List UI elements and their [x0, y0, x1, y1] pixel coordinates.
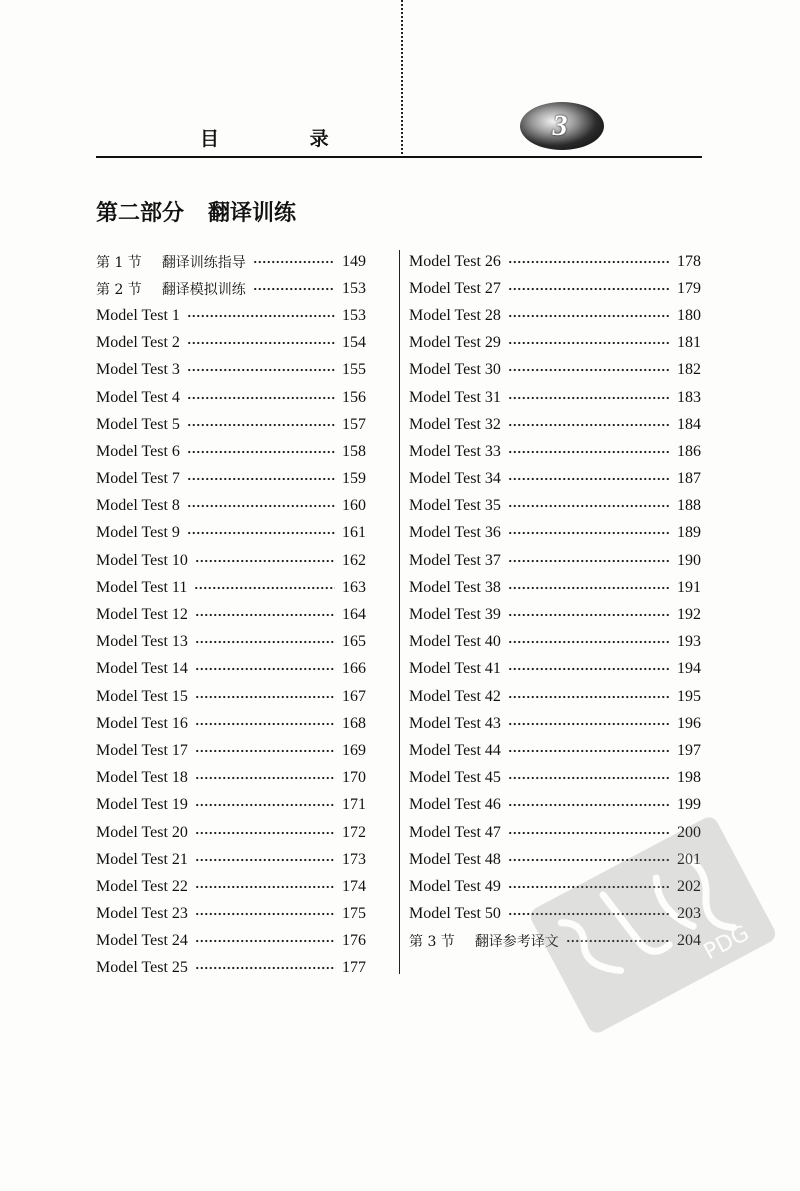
- dot-leader: [187, 529, 335, 537]
- dot-leader: [508, 502, 670, 510]
- toc-entry-title: Model Test 34: [409, 470, 501, 488]
- toc-entry: [96, 846, 366, 873]
- dot-leader: [195, 883, 335, 891]
- toc-entry-title: Model Test 37: [409, 551, 501, 569]
- toc-page-number: 170: [342, 769, 366, 787]
- toc-entry-title: Model Test 6: [96, 442, 180, 460]
- toc-page-number: 160: [342, 497, 366, 515]
- toc-entry-title: Model Test 46: [409, 796, 501, 814]
- toc-entry: [96, 928, 366, 955]
- toc-entry: [409, 466, 701, 493]
- toc-entry-title: Model Test 22: [96, 877, 188, 895]
- dot-leader: [508, 258, 670, 266]
- toc-entry: [96, 574, 366, 601]
- dot-leader: [187, 312, 335, 320]
- toc-page-number: 153: [342, 279, 366, 297]
- watermark-text: PDG: [699, 920, 754, 966]
- toc-entry: [96, 683, 366, 710]
- toc-page-number: 153: [342, 306, 366, 324]
- toc-page-number: 157: [342, 415, 366, 433]
- dot-leader: [508, 339, 670, 347]
- dot-leader: [195, 611, 335, 619]
- toc-entry: [409, 520, 701, 547]
- toc-page-number: 158: [342, 442, 366, 460]
- toc-section-title: [96, 279, 246, 299]
- toc-entry-title: Model Test 43: [409, 714, 501, 732]
- toc-page-number: 190: [677, 551, 701, 569]
- dot-leader: [508, 421, 670, 429]
- toc-entry-title: Model Test 32: [409, 415, 501, 433]
- toc-entry: [409, 846, 701, 873]
- toc-page-number: 172: [342, 823, 366, 841]
- dot-leader: [508, 448, 670, 456]
- dot-leader: [195, 856, 335, 864]
- toc-entry-title: Model Test 24: [96, 932, 188, 950]
- toc-page-number: 175: [342, 905, 366, 923]
- header-rule: [96, 156, 702, 158]
- toc-section-number: 第 3 节: [409, 934, 455, 951]
- dot-leader: [195, 720, 335, 728]
- toc-entry: [409, 574, 701, 601]
- toc-section-name: 翻译训练指导: [161, 254, 246, 271]
- toc-page-number: 192: [677, 606, 701, 624]
- dot-leader: [187, 394, 335, 402]
- toc-entry-title: Model Test 41: [409, 660, 501, 678]
- toc-entry-title: Model Test 4: [96, 388, 180, 406]
- toc-entry-title: Model Test 45: [409, 769, 501, 787]
- toc-entry: [409, 819, 701, 846]
- toc-entry-title: Model Test 27: [409, 279, 501, 297]
- toc-page-number: 178: [677, 252, 701, 270]
- toc-page-number: 179: [677, 279, 701, 297]
- toc-page-number: 181: [677, 334, 701, 352]
- toc-page-number: 161: [342, 524, 366, 542]
- toc-page-number: 176: [342, 932, 366, 950]
- toc-entry-title: Model Test 18: [96, 769, 188, 787]
- toc-entry: [409, 357, 701, 384]
- column-divider: [399, 250, 400, 974]
- toc-entry: [409, 765, 701, 792]
- toc-entry-title: Model Test 48: [409, 850, 501, 868]
- toc-page-number: 173: [342, 850, 366, 868]
- toc-entry: [409, 275, 701, 302]
- toc-entry: [409, 248, 701, 275]
- toc-page-number: 164: [342, 606, 366, 624]
- toc-entry: [96, 819, 366, 846]
- toc-page-number: 203: [677, 905, 701, 923]
- toc-section-number: 第 2 节: [96, 281, 142, 298]
- dot-leader: [508, 665, 670, 673]
- toc-entry: [96, 873, 366, 900]
- toc-entry-title: Model Test 50: [409, 905, 501, 923]
- toc-entry-title: Model Test 13: [96, 633, 188, 651]
- toc-entry-title: Model Test 19: [96, 796, 188, 814]
- part-title: 翻译训练: [208, 200, 297, 226]
- toc-page-number: 197: [677, 741, 701, 759]
- toc-page-number: 174: [342, 877, 366, 895]
- toc-page-number: 202: [677, 877, 701, 895]
- toc-entry: [96, 466, 366, 493]
- toc-entry-title: Model Test 21: [96, 850, 188, 868]
- dot-leader: [195, 937, 335, 945]
- toc-column-right: [409, 248, 701, 955]
- toc-page-number: 149: [342, 252, 366, 270]
- toc-entry-title: Model Test 35: [409, 497, 501, 515]
- toc-page-number: 198: [677, 769, 701, 787]
- toc-entry-title: Model Test 7: [96, 470, 180, 488]
- toc-entry: [409, 683, 701, 710]
- toc-entry-title: Model Test 15: [96, 687, 188, 705]
- toc-page-number: 200: [677, 823, 701, 841]
- toc-page-number: 154: [342, 334, 366, 352]
- toc-entry-title: Model Test 2: [96, 334, 180, 352]
- dot-leader: [508, 366, 670, 374]
- dot-leader: [508, 720, 670, 728]
- toc-page-number: 169: [342, 741, 366, 759]
- toc-entry-title: Model Test 16: [96, 714, 188, 732]
- toc-entry-title: Model Test 1: [96, 306, 180, 324]
- toc-entry: [409, 873, 701, 900]
- toc-page-number: 171: [342, 796, 366, 814]
- dot-leader: [508, 801, 670, 809]
- toc-entry: [96, 275, 366, 302]
- toc-page-number: 184: [677, 415, 701, 433]
- toc-entry-title: Model Test 5: [96, 415, 180, 433]
- toc-entry-title: Model Test 17: [96, 741, 188, 759]
- toc-entry: [96, 547, 366, 574]
- toc-entry-title: Model Test 11: [96, 578, 188, 596]
- toc-entry: [409, 710, 701, 737]
- toc-page-number: 201: [677, 850, 701, 868]
- toc-entry-title: Model Test 10: [96, 551, 188, 569]
- dot-leader: [508, 475, 670, 483]
- toc-entry-title: Model Test 14: [96, 660, 188, 678]
- toc-entry: [409, 792, 701, 819]
- toc-entry-title: Model Test 25: [96, 959, 188, 977]
- toc-entry-title: Model Test 23: [96, 905, 188, 923]
- toc-entry: [409, 411, 701, 438]
- toc-page-number: 155: [342, 361, 366, 379]
- dot-leader: [508, 611, 670, 619]
- toc-entry: [96, 330, 366, 357]
- toc-page-number: 193: [677, 633, 701, 651]
- dot-leader: [508, 394, 670, 402]
- toc-entry: [409, 438, 701, 465]
- toc-page-number: 166: [342, 660, 366, 678]
- dot-leader: [195, 693, 335, 701]
- dot-leader: [187, 448, 335, 456]
- toc-entry: [96, 384, 366, 411]
- toc-entry-title: Model Test 42: [409, 687, 501, 705]
- toc-page-number: 189: [677, 524, 701, 542]
- dot-leader: [566, 937, 670, 945]
- toc-page-number: 163: [342, 578, 366, 596]
- dot-leader: [508, 856, 670, 864]
- toc-page-number: 167: [342, 687, 366, 705]
- dot-leader: [253, 285, 335, 293]
- toc-entry: [96, 493, 366, 520]
- toc-page-number: 168: [342, 714, 366, 732]
- toc-entry: [409, 601, 701, 628]
- toc-page-number: 180: [677, 306, 701, 324]
- toc-entry-title: Model Test 40: [409, 633, 501, 651]
- toc-entry-title: Model Test 28: [409, 306, 501, 324]
- toc-entry-title: Model Test 8: [96, 497, 180, 515]
- dot-leader: [187, 475, 335, 483]
- dot-leader: [195, 910, 335, 918]
- toc-section-title: [96, 252, 246, 272]
- toc-entry: [96, 438, 366, 465]
- toc-entry: [96, 248, 366, 275]
- toc-entry-title: Model Test 9: [96, 524, 180, 542]
- toc-entry: [409, 547, 701, 574]
- toc-section-name: 翻译参考译文: [474, 934, 559, 951]
- dot-leader: [195, 829, 335, 837]
- toc-page-number: 165: [342, 633, 366, 651]
- toc-entry-title: Model Test 12: [96, 606, 188, 624]
- dot-leader: [195, 774, 335, 782]
- toc-entry-title: Model Test 47: [409, 823, 501, 841]
- toc-entry-title: Model Test 30: [409, 361, 501, 379]
- toc-entry-title: Model Test 36: [409, 524, 501, 542]
- toc-column-left: [96, 248, 366, 982]
- toc-page-number: 162: [342, 551, 366, 569]
- dot-leader: [195, 557, 335, 565]
- toc-page-number: 186: [677, 442, 701, 460]
- toc-entry: [96, 302, 366, 329]
- dot-leader: [195, 964, 335, 972]
- toc-section-title: [409, 931, 559, 951]
- toc-entry: [96, 765, 366, 792]
- toc-entry-title: Model Test 3: [96, 361, 180, 379]
- toc-entry: [96, 656, 366, 683]
- toc-entry: [96, 629, 366, 656]
- dot-leader: [187, 366, 335, 374]
- toc-page-number: 195: [677, 687, 701, 705]
- toc-entry: [409, 302, 701, 329]
- dot-leader: [253, 258, 335, 266]
- dot-leader: [508, 312, 670, 320]
- toc-entry-title: Model Test 39: [409, 606, 501, 624]
- dot-leader: [508, 285, 670, 293]
- toc-entry: [96, 601, 366, 628]
- dot-leader: [508, 910, 670, 918]
- dot-leader: [508, 774, 670, 782]
- toc-entry-title: Model Test 29: [409, 334, 501, 352]
- toc-entry-title: Model Test 44: [409, 741, 501, 759]
- toc-page-number: 196: [677, 714, 701, 732]
- toc-entry: [96, 357, 366, 384]
- toc-entry-title: Model Test 26: [409, 252, 501, 270]
- dot-leader: [508, 829, 670, 837]
- part-number: 第二部分: [96, 200, 185, 226]
- toc-page-number: 199: [677, 796, 701, 814]
- toc-entry: [409, 737, 701, 764]
- toc-entry: [96, 411, 366, 438]
- dot-leader: [187, 339, 335, 347]
- toc-entry: [409, 330, 701, 357]
- toc-page-number: 188: [677, 497, 701, 515]
- toc-entry-title: Model Test 31: [409, 388, 501, 406]
- dot-leader: [508, 747, 670, 755]
- toc-entry: [409, 384, 701, 411]
- dot-leader: [508, 638, 670, 646]
- toc-page-number: 182: [677, 361, 701, 379]
- toc-page-number: 194: [677, 660, 701, 678]
- header-dotted-divider: [401, 0, 403, 158]
- toc-page-number: 183: [677, 388, 701, 406]
- toc-entry-title: Model Test 20: [96, 823, 188, 841]
- toc-section-name: 翻译模拟训练: [161, 281, 246, 298]
- toc-page-number: 187: [677, 470, 701, 488]
- toc-entry: [96, 901, 366, 928]
- dot-leader: [508, 529, 670, 537]
- toc-entry: [409, 493, 701, 520]
- toc-entry: [96, 520, 366, 547]
- dot-leader: [508, 693, 670, 701]
- dot-leader: [508, 584, 670, 592]
- toc-entry: [409, 928, 701, 955]
- toc-page-number: 191: [677, 578, 701, 596]
- page-number: 3: [552, 109, 568, 142]
- dot-leader: [508, 557, 670, 565]
- running-header-title: 目 录: [200, 128, 371, 150]
- toc-entry: [96, 710, 366, 737]
- dot-leader: [187, 421, 335, 429]
- toc-page-number: 177: [342, 959, 366, 977]
- toc-section-number: 第 1 节: [96, 254, 142, 271]
- toc-entry: [96, 737, 366, 764]
- toc-entry: [96, 955, 366, 982]
- toc-entry-title: Model Test 38: [409, 578, 501, 596]
- toc-entry: [409, 656, 701, 683]
- toc-entry-title: Model Test 49: [409, 877, 501, 895]
- toc-page-number: 159: [342, 470, 366, 488]
- toc-entry: [409, 629, 701, 656]
- dot-leader: [195, 747, 335, 755]
- toc-page-number: 156: [342, 388, 366, 406]
- toc-entry-title: Model Test 33: [409, 442, 501, 460]
- toc-page-number: 204: [677, 932, 701, 950]
- dot-leader: [194, 584, 335, 592]
- toc-entry: [409, 901, 701, 928]
- dot-leader: [195, 665, 335, 673]
- dot-leader: [187, 502, 335, 510]
- toc-entry: [96, 792, 366, 819]
- part-heading: [96, 196, 296, 227]
- dot-leader: [195, 801, 335, 809]
- page-number-badge: [520, 102, 604, 150]
- dot-leader: [508, 883, 670, 891]
- dot-leader: [195, 638, 335, 646]
